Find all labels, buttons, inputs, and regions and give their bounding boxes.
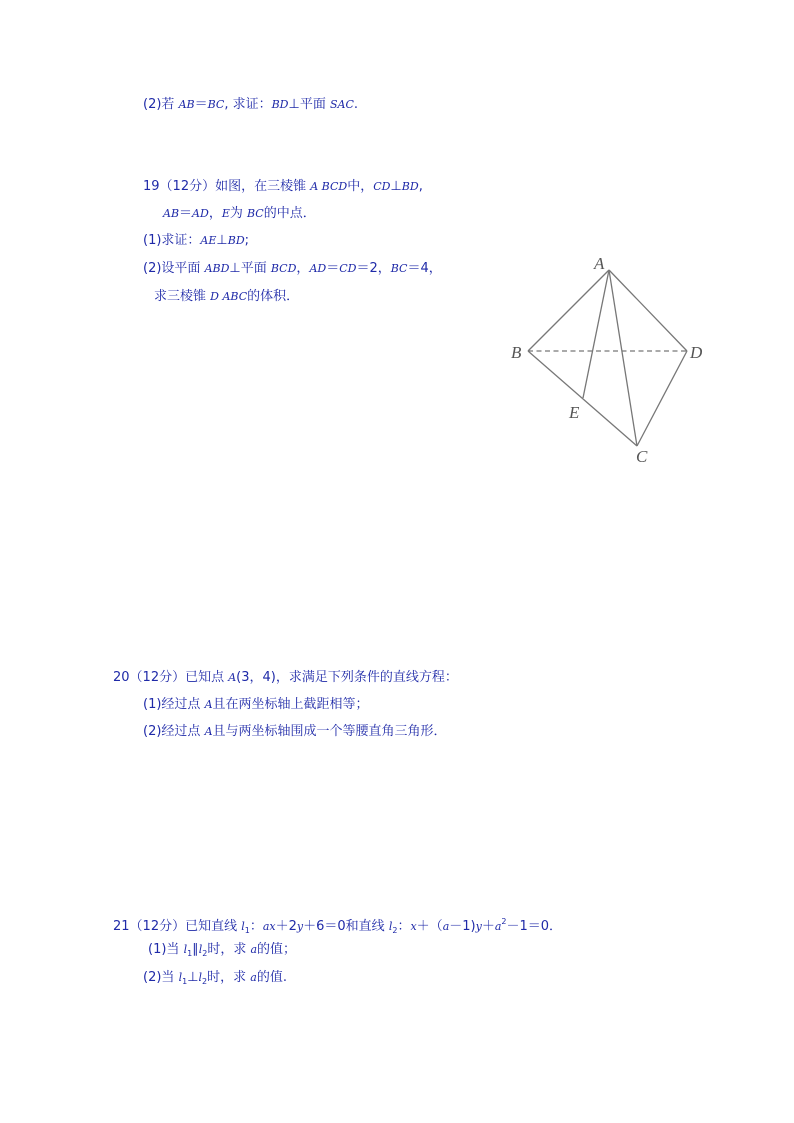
label-b: B [511,343,522,362]
q21-colon1: ： [249,919,263,934]
q20-num: 20（12分）已知点 [113,670,229,685]
q21-p1-s2: 2 [202,949,208,958]
q18-perp: ⊥平面 [288,97,330,112]
q21-x: x [410,920,417,933]
q19-e: E [221,207,230,220]
q21-a1: a [442,920,450,933]
q19-p2-perp: ⊥平面 [229,261,271,276]
q19-l2-wei: 为 [229,206,247,221]
edge-ac [609,270,637,446]
q19-perp: ⊥ [390,179,402,194]
q21-y1: y [296,920,304,933]
q21-p1-prefix: (1)当 [148,942,184,957]
edge-ab [528,270,609,351]
q21-sub1: 1 [244,926,250,935]
q19-p1-prefix: (1)求证： [143,233,201,248]
q19-line2 [163,206,316,222]
label-c: C [636,447,648,466]
q19-p2-eq3: ＝4， [407,261,442,276]
q19-p2-prefix: (2)设平面 [143,261,205,276]
q21-p2-s1: 1 [182,977,188,986]
q21-y2: y [475,920,482,933]
q19-p1-perp: ⊥ [216,233,228,248]
q21-eq2b: ＋（ [416,919,443,934]
q18-part2-prefix: (2)若 [143,97,179,112]
q21-p2-prefix: (2)当 [143,970,179,985]
q21-num: 21（12分）已知直线 [113,919,242,934]
q21-sup2: 2 [501,917,507,926]
q19-l2-eq: ＝ [179,206,193,221]
q19-p3-end: 的体积． [247,289,300,304]
q21-p1-rest: 时，求 [207,942,251,957]
q20-p1-a: A [204,698,213,711]
q21-p2-l2: l [198,971,203,984]
q18-bc: BC [207,98,225,111]
q19-comma: , [418,179,423,194]
q19-p2-eq1: ＝ [326,261,340,276]
q19-bd: BD [401,180,419,193]
q19-p3-prefix: 求三棱锥 [154,289,211,304]
q19-mid: 中， [347,179,374,194]
q18-eq: ＝ [194,97,208,112]
q21-p1-end: 的值； [257,942,297,957]
q19-pyramid: A BCD [310,180,348,193]
edge-ae [583,270,609,398]
q21-eq1b: ＋2 [275,919,297,934]
q19-bcd: BCD [270,262,297,275]
q21-p2-perp: ⊥ [187,970,199,985]
q21-colon2: ： [397,919,411,934]
q19-l2-comma: ， [208,206,222,221]
q19-p3-pyr: D ABC [210,290,248,303]
q21-p2-l1: l [178,971,183,984]
q20-p2-prefix: (2)经过点 [143,724,205,739]
q19-part2 [143,261,442,277]
q21-sub2: 2 [392,926,398,935]
q20-pt: A [228,671,237,684]
q20-stem [113,670,458,686]
q19-p2-bc: BC [390,262,408,275]
q19-part2-line2 [154,289,299,305]
q21-p2-a: a [250,971,257,984]
q21-p2-end: 的值. [256,970,287,985]
q21-eq2d: －1) [449,919,476,934]
pyramid-figure [505,250,725,470]
q21-eq1d: ＋6＝0 [303,919,346,934]
q21-p1-a: a [250,943,258,956]
label-d: D [690,343,703,362]
q19-bc: BC [247,207,264,220]
q19-p2-ad: AD [309,262,327,275]
q18-part2 [143,97,358,113]
q21-and: 和直线 [345,919,389,934]
q19-num: 19（12分）如图，在三棱锥 [143,179,311,194]
q21-part2 [143,970,287,990]
q19-p2-comma: ， [296,261,310,276]
q21-p1-l1: l [183,943,188,956]
q19-p1-bd: BD [227,234,245,247]
q19-l2-end: 的中点． [263,206,316,221]
q21-part1 [148,942,296,962]
q20-p1-prefix: (1)经过点 [143,697,205,712]
edge-cd [637,351,687,446]
q20-part1 [143,697,369,713]
q19-p2-cd: CD [339,262,357,275]
q19-stem [143,179,423,195]
q19-ad: AD [192,207,209,220]
q20-p1-rest: 且在两坐标轴上截距相等； [212,697,369,712]
q19-cd: CD [373,180,391,193]
q20-coords: (3，4) [236,670,276,685]
q19-p1-end: ; [244,233,250,248]
q21-p2-rest: 时，求 [207,970,251,985]
q21-p1-s1: 1 [187,949,193,958]
q19-abd: ABD [204,262,230,275]
q18-sac: SAC [329,98,354,111]
q19-p2-eq2: ＝2， [356,261,391,276]
q21-ax: ax [262,920,276,933]
edge-ad [609,270,687,351]
q19-part1 [143,233,249,249]
q21-a2: a [494,920,502,933]
edge-bc [528,351,637,446]
q18-end: . [353,97,359,112]
q21-p1-l2: l [198,943,203,956]
q21-p1-par: ∥ [192,942,199,957]
q21-l1: l [241,920,245,933]
q18-bd: BD [271,98,289,111]
q21-p2-s2: 2 [202,977,208,986]
q19-ab: AB [163,207,180,220]
q20-p2-rest: 且与两坐标轴围成一个等腰直角三角形． [212,724,447,739]
q21-stem [113,914,562,939]
label-e: E [569,403,580,422]
q20-part2 [143,724,447,740]
q20-rest: ，求满足下列条件的直线方程： [275,670,458,685]
q19-ae: AE [200,234,217,247]
q18-mid: , 求证： [224,97,272,112]
q20-p2-a: A [204,725,213,738]
label-a: A [594,254,605,273]
q21-eq2h: －1＝0． [506,919,563,934]
q21-eq2f: ＋ [481,919,495,934]
q18-ab: AB [178,98,195,111]
q21-l2: l [388,920,393,933]
